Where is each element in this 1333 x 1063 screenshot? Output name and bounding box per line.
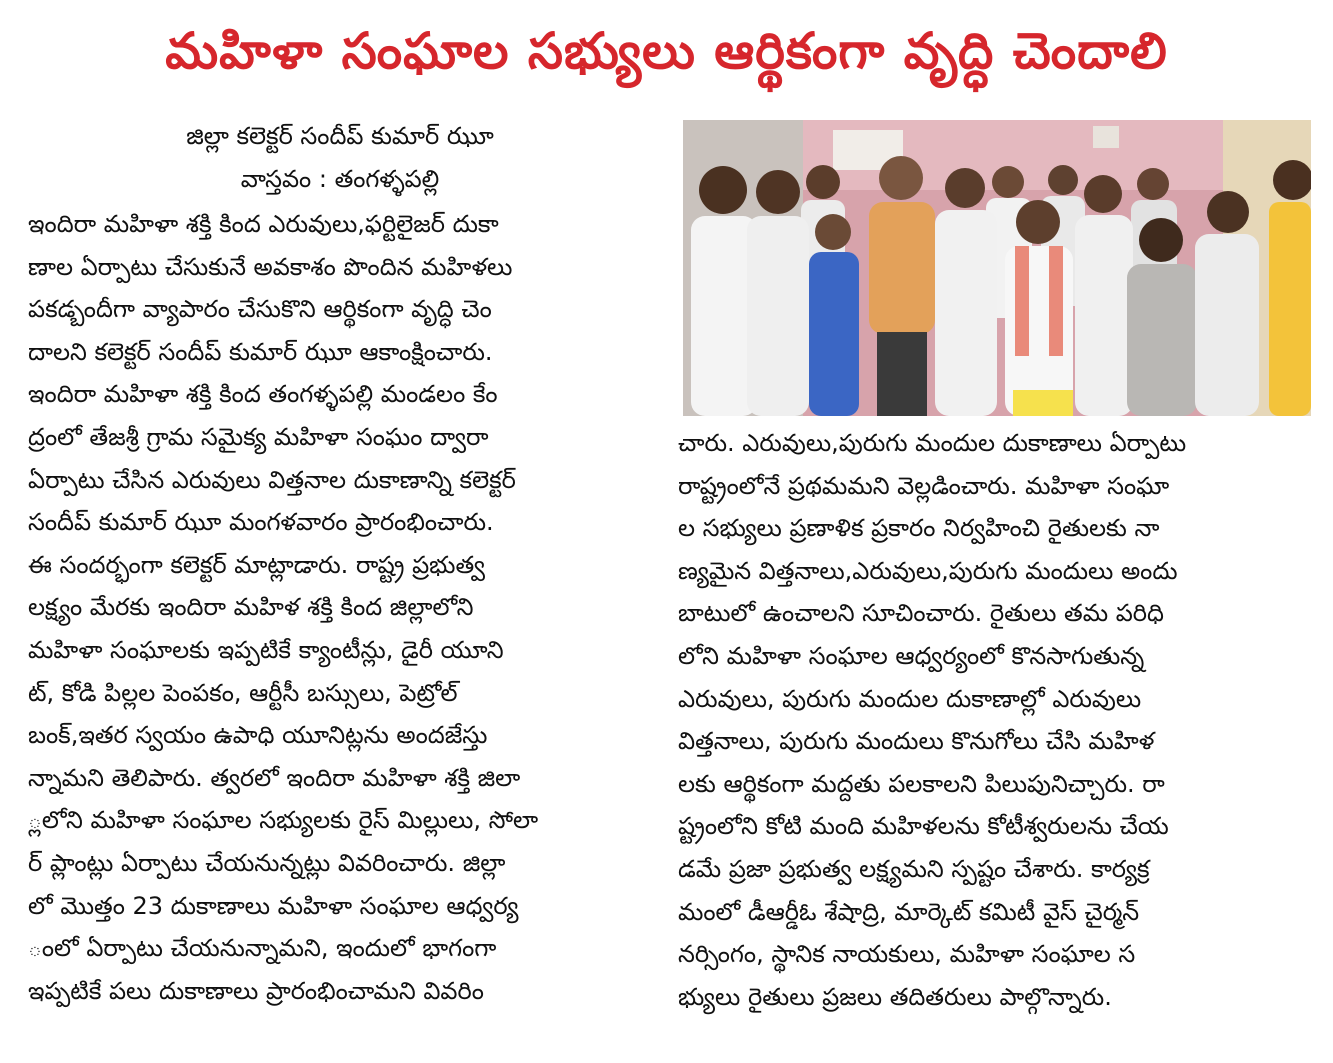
text-line: ఇందిరా మహిళా శక్తి కింద తంగళ్ళపల్లి మండలం కేం <box>28 380 498 409</box>
news-photo <box>683 120 1311 416</box>
text-line: భ్యులు రైతులు ప్రజలు తదితరులు పాల్గొన్నారు. <box>678 982 1112 1011</box>
text-line: డమే ప్రజా ప్రభుత్వ లక్ష్యమని స్పష్టం చేశారు. కార్యక్ర <box>678 854 1150 883</box>
byline-author: జిల్లా కలెక్టర్ సందీప్ కుమార్ ఝూ <box>186 122 494 150</box>
text-line: మహిళా సంఘాలకు ఇప్పటికే క్యాంటీన్లు, డైరీ యూని <box>28 635 504 664</box>
article-right-column <box>678 422 1308 1018</box>
text-line: ఇప్పటికే పలు దుకాణాలు ప్రారంభించామని వివరిం <box>28 976 484 1005</box>
text-line: న్నామని తెలిపారు. త్వరలో ఇందిరా మహిళా శక్తి జిలా <box>28 763 521 792</box>
text-line: సందీప్ కుమార్ ఝూ మంగళవారం ప్రారంభించారు. <box>28 508 494 537</box>
article-left-column <box>28 203 658 1012</box>
text-line: బంక్,ఇతర స్వయం ఉపాధి యూనిట్లను అందజేస్తు <box>28 721 488 750</box>
text-line: బాటులో ఉంచాలని సూచించారు. రైతులు తమ పరిధి <box>678 599 1164 628</box>
text-line: ంలో ఏర్పాటు చేయనున్నామని, ఇందులో భాగంగా <box>28 934 497 963</box>
text-line: రాష్ట్రంలోనే ప్రథమమని వెల్లడించారు. మహిళా సంఘా <box>678 471 1170 500</box>
text-line: దాలని కలెక్టర్ సందీప్ కుమార్ ఝూ ఆకాంక్షించారు. <box>28 337 493 366</box>
text-line: లోని మహిళా సంఘాల ఆధ్వర్యంలో కొనసాగుతున్న <box>678 641 1145 670</box>
text-line: లక్ష్యం మేరకు ఇందిరా మహిళ శక్తి కింద జిల్లాలోని <box>28 593 474 622</box>
text-line: ఇందిరా మహిళా శక్తి కింద ఎరువులు,ఫర్టిలైజర్ దుకా <box>28 210 499 238</box>
text-line: ణాల ఏర్పాటు చేసుకునే అవకాశం పొందిన మహిళలు <box>28 252 513 281</box>
group-photo-illustration <box>683 120 1311 416</box>
headline: మహిళా సంఘాల సభ్యులు ఆర్థికంగా వృద్ధి చెందాలి <box>165 21 1168 80</box>
text-line: చారు. ఎరువులు,పురుగు మందుల దుకాణాలు ఏర్పాటు <box>678 429 1187 457</box>
text-line: ష్ట్రంలోని కోటి మంది మహిళలను కోటీశ్వరులను చేయ <box>678 812 1169 841</box>
photo-window <box>1093 126 1119 148</box>
text-line: లో మొత్తం 23 దుకాణాలు మహిళా సంఘాల ఆధ్వర్య <box>28 891 519 920</box>
text-line: విత్తనాలు, పురుగు మందులు కొనుగోలు చేసి మహిళ <box>678 727 1155 756</box>
byline-dateline: వాస్తవం : తంగళ్ళపల్లి <box>240 165 440 193</box>
text-line: నర్సింగం, స్థానిక నాయకులు, మహిళా సంఘాల స <box>678 940 1136 969</box>
text-line: ్లలోని మహిళా సంఘాల సభ్యులకు రైస్ మిల్లులు, సోలా <box>28 806 539 835</box>
text-line: ద్రంలో తేజశ్రీ గ్రామ సమైక్య మహిళా సంఘం ద్వారా <box>28 422 489 451</box>
text-line: ట్, కోడి పిల్లల పెంపకం, ఆర్టీసీ బస్సులు, పెట్రోల్ <box>28 678 458 707</box>
text-line: ఏర్పాటు చేసిన ఎరువులు విత్తనాల దుకాణాన్ని కలెక్టర్ <box>28 465 516 494</box>
text-line: లకు ఆర్థికంగా మద్దతు పలకాలని పిలుపునిచ్చారు. రా <box>678 769 1165 798</box>
text-line: పకడ్బందీగా వ్యాపారం చేసుకొని ఆర్థికంగా వృద్ధి చెం <box>28 295 492 324</box>
text-line: ఈ సందర్భంగా కలెక్టర్ మాట్లాడారు. రాష్ట్ర ప్రభుత్వ <box>28 550 486 579</box>
text-line: ఎరువులు, పురుగు మందుల దుకాణాల్లో ఎరువులు <box>678 684 1142 713</box>
text-line: ణ్యమైన విత్తనాలు,ఎరువులు,పురుగు మందులు అందు <box>678 556 1178 585</box>
text-line: ర్ ప్లాంట్లు ఏర్పాటు చేయనున్నట్లు వివరించారు. జిల్లా <box>28 848 506 877</box>
text-line: మంలో డీఆర్డీఓ శేషాద్రి, మార్కెట్ కమిటీ వైస్ చైర్మన్ <box>678 897 1140 926</box>
text-line: ల సభ్యులు ప్రణాళిక ప్రకారం నిర్వహించి రైతులకు నా <box>678 514 1160 543</box>
